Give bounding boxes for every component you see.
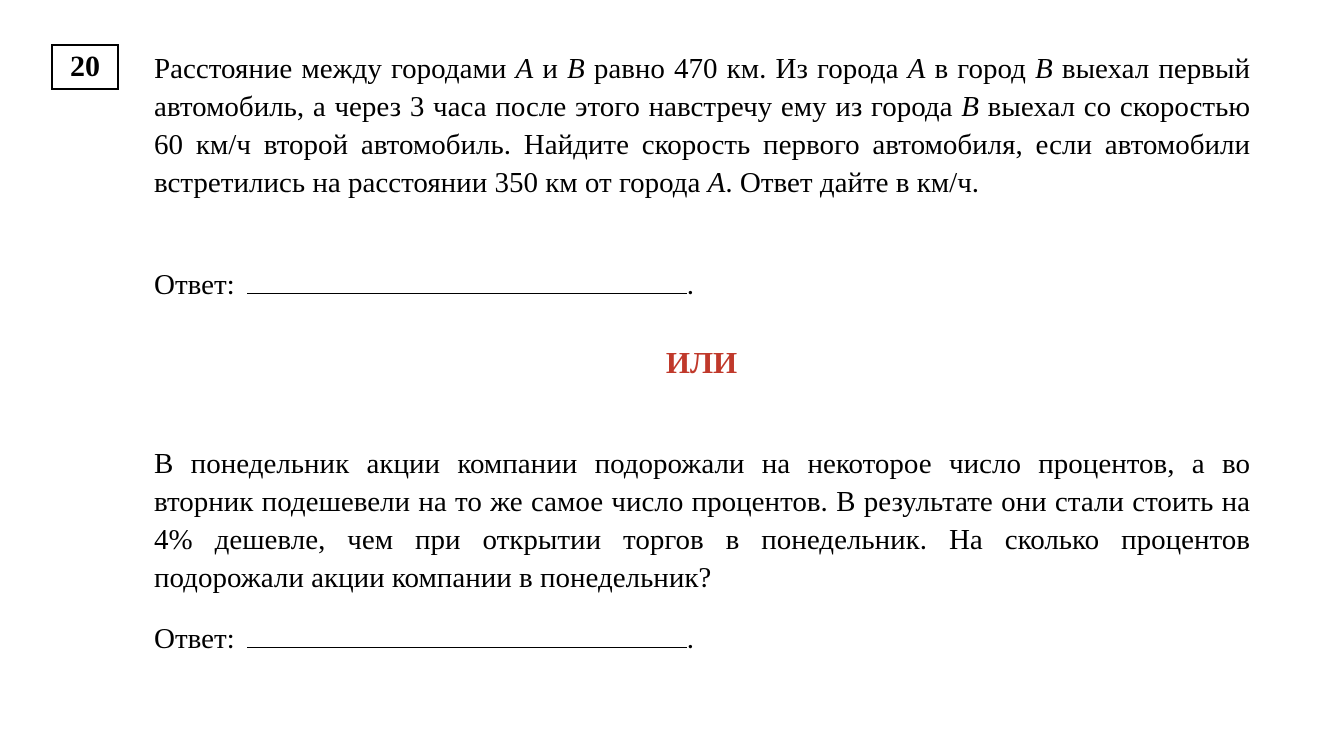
problem-1-part-4: в город — [925, 53, 1036, 85]
problem-1-text — [154, 50, 1250, 202]
answer-1-label: Ответ: — [154, 269, 235, 301]
problem-1-part-2: и — [533, 53, 567, 85]
variable-a: A — [515, 53, 534, 85]
answer-1-row — [154, 266, 694, 304]
problem-1-part-3: равно 470 км. Из города — [584, 53, 908, 85]
or-separator: ИЛИ — [665, 345, 738, 380]
problem-1-part-7: . Ответ дайте в км/ч. — [725, 167, 980, 199]
problem-1-part-6: выехал со скоростью 60 км/ч второй автомобиль. Найдите скорость первого автомобиля, если автомобили встретились на расстоянии 350 км от города — [154, 91, 1250, 199]
variable-b: B — [961, 91, 979, 123]
task-number-box — [51, 44, 119, 90]
task-number: 20 — [70, 50, 100, 83]
answer-2-row — [154, 620, 694, 658]
variable-b: B — [1035, 53, 1053, 85]
answer-1-blank[interactable] — [247, 267, 687, 294]
variable-a: A — [707, 167, 726, 199]
variable-a: A — [907, 53, 926, 85]
answer-1-period: . — [686, 269, 694, 301]
problem-2-text: В понедельник акции компании подорожали на некоторое число процентов, а во вторник подешевели на то же самое число процентов. В результате они стали стоить на 4% дешевле, чем при открытии торгов в понедельник. На сколько процентов подорожали акции компании в понедельник? — [154, 448, 1250, 594]
answer-2-period: . — [686, 623, 694, 655]
problem-1-part-1: Расстояние между городами — [154, 53, 516, 85]
variable-b: B — [566, 53, 585, 85]
answer-2-label: Ответ: — [154, 623, 235, 655]
answer-2-blank[interactable] — [247, 621, 687, 648]
problem-1-part-5: выехал первый автомобиль, а через 3 часа после этого навстречу ему из города — [154, 53, 1250, 123]
